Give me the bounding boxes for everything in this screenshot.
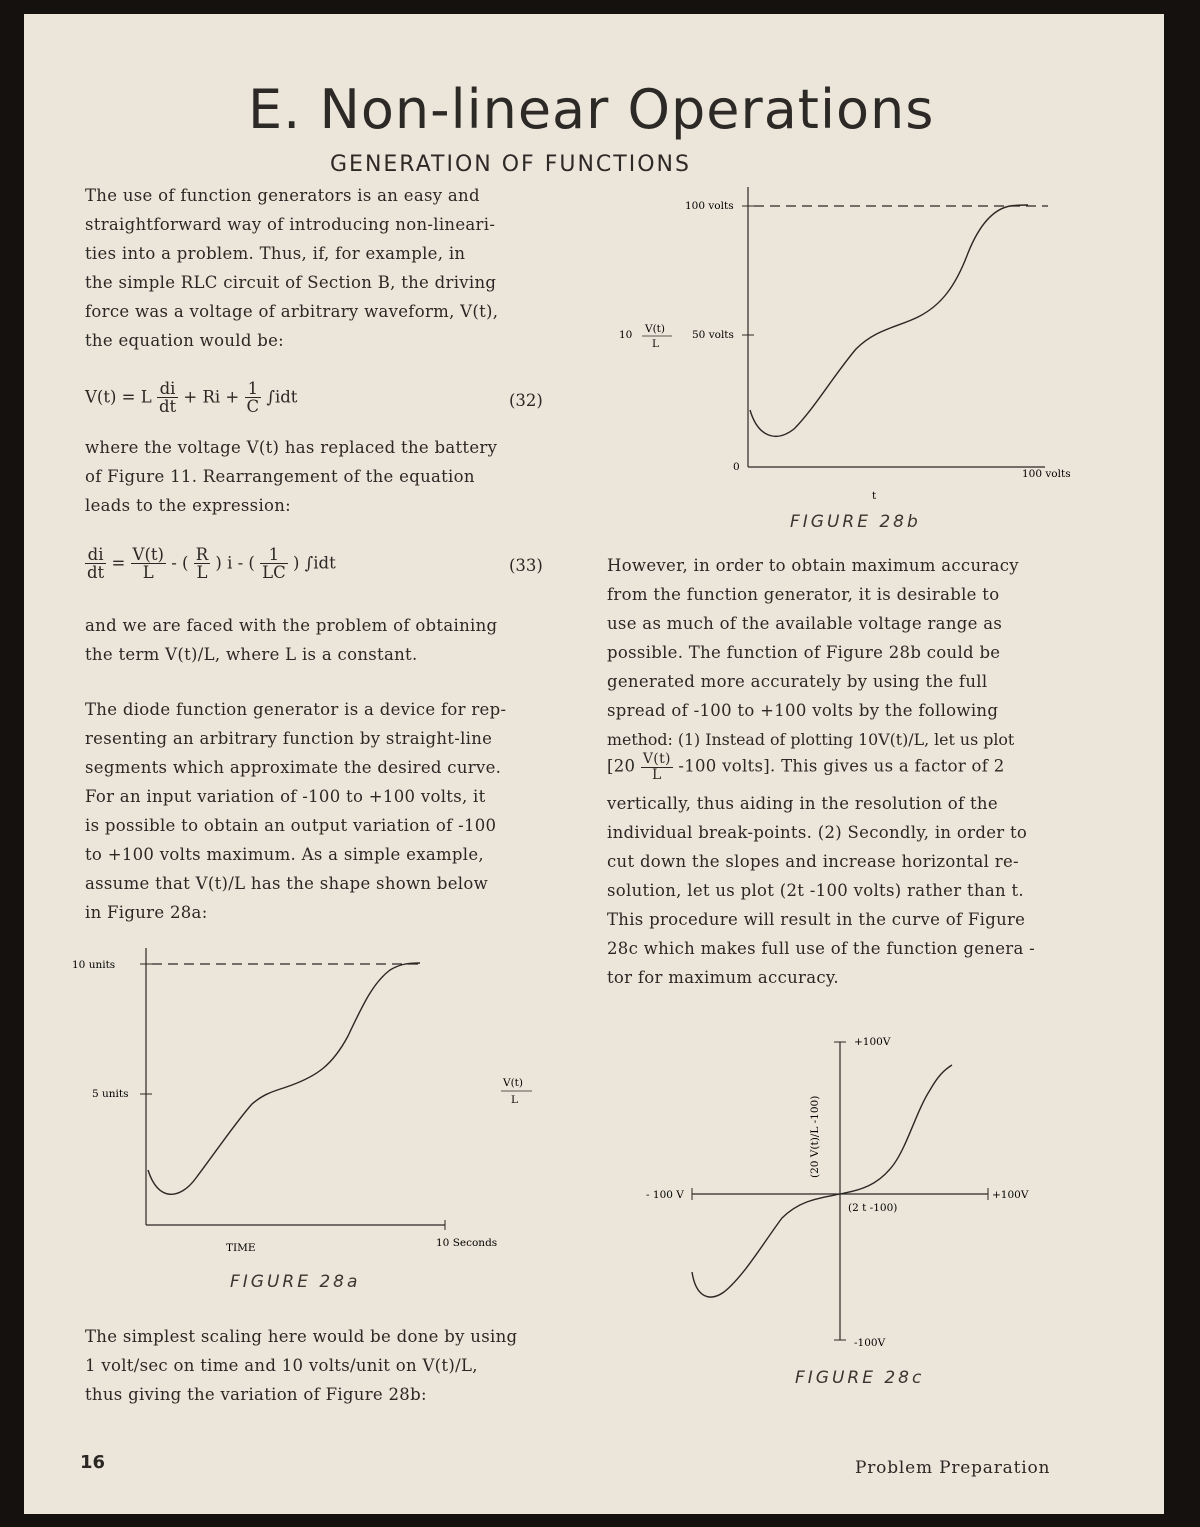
eq32-den1: dt xyxy=(158,397,177,417)
eq33-m2: ) i - ( xyxy=(215,553,255,573)
eq33-d3: L xyxy=(196,563,208,583)
fig28a-y-mid-label: 5 units xyxy=(92,1088,129,1100)
eq33-fraction-1lc xyxy=(260,546,288,582)
text-line: leads to the expression: xyxy=(85,496,292,515)
text-line: solution, let us plot (2t -100 volts) rather than t. xyxy=(607,881,1024,900)
equation-32 xyxy=(85,380,297,416)
text-line: 28c which makes full use of the function genera - xyxy=(607,939,1036,958)
inline-eq-num: V(t) xyxy=(642,751,671,767)
text-line: The simplest scaling here would be done by using xyxy=(85,1327,518,1346)
inline-equation-line xyxy=(607,752,1005,782)
eq33-equals: = xyxy=(111,553,126,573)
figure-28a xyxy=(70,940,540,1260)
text-line: tor for maximum accuracy. xyxy=(607,968,839,987)
text-line: ties into a problem. Thus, if, for example, in xyxy=(85,244,466,263)
fig28b-y-mid-label: 50 volts xyxy=(692,329,734,341)
fig28c-y-axis-label: (20 V(t)/L -100) xyxy=(809,1095,821,1178)
page-title: E. Non-linear Operations xyxy=(248,78,935,141)
text-line: from the function generator, it is desirable to xyxy=(607,585,1000,604)
eq33-n2: V(t) xyxy=(132,545,164,564)
eq32-num1: di xyxy=(157,380,178,398)
text-line: of Figure 11. Rearrangement of the equation xyxy=(85,467,475,486)
text-line: in Figure 28a: xyxy=(85,903,208,922)
eq33-d2: L xyxy=(142,563,154,583)
eq33-fraction-didt xyxy=(85,546,106,582)
eq33-n3: R xyxy=(195,545,209,564)
page-number: 16 xyxy=(80,1452,106,1473)
fig28b-x-label: t xyxy=(872,490,877,502)
fig28c-y-top-label: +100V xyxy=(854,1036,891,1048)
text-line: resenting an arbitrary function by straight-line xyxy=(85,729,493,748)
text-line: possible. The function of Figure 28b could be xyxy=(607,643,1001,662)
inline-eq-den: L xyxy=(652,766,662,783)
text-line: However, in order to obtain maximum accuracy xyxy=(607,556,1019,575)
eq32-num2: 1 xyxy=(245,380,262,398)
text-line: individual break-points. (2) Secondly, in order to xyxy=(607,823,1028,842)
text-line: use as much of the available voltage range as xyxy=(607,614,1003,633)
eq32-fraction-1c xyxy=(245,380,262,416)
fig28a-ylabel-denominator: L xyxy=(511,1094,518,1106)
eq32-mid: + Ri + xyxy=(183,387,240,407)
eq33-d1: dt xyxy=(87,563,105,583)
fig28b-ylabel-numerator: V(t) xyxy=(645,323,665,335)
text-line: The use of function generators is an easy and xyxy=(85,186,480,205)
eq33-fraction-vl xyxy=(131,546,166,582)
fig28c-x-right-label: +100V xyxy=(992,1189,1029,1201)
text-line: thus giving the variation of Figure 28b: xyxy=(85,1385,427,1404)
footer-title: Problem Preparation xyxy=(855,1458,1051,1478)
figure-28a-caption: FIGURE 28a xyxy=(230,1272,361,1292)
text-line: The diode function generator is a device for rep- xyxy=(85,700,507,719)
inline-eq-open: [20 xyxy=(607,756,636,776)
figure-28c-caption: FIGURE 28c xyxy=(795,1368,925,1388)
figure-28b xyxy=(600,185,1090,505)
fig28a-x-label: TIME xyxy=(226,1242,256,1254)
eq32-tail: ∫idt xyxy=(266,387,298,407)
eq33-fraction-rl xyxy=(194,546,210,582)
text-line: cut down the slopes and increase horizontal re- xyxy=(607,852,1019,871)
fig28b-y-top-label: 100 volts xyxy=(685,200,734,212)
eq32-fraction-didt xyxy=(157,380,178,416)
text-line: where the voltage V(t) has replaced the battery xyxy=(85,438,498,457)
eq33-m1: - ( xyxy=(171,553,189,573)
equation-32-number: (32) xyxy=(509,391,543,410)
text-line: spread of -100 to +100 volts by the following xyxy=(607,701,999,720)
text-line: method: (1) Instead of plotting 10V(t)/L, let us plot xyxy=(607,730,1015,749)
eq33-n4: 1 xyxy=(260,546,288,564)
fig28c-y-bot-label: -100V xyxy=(854,1337,886,1349)
fig28b-curve xyxy=(750,205,1028,436)
fig28b-x-end-label: 100 volts xyxy=(1022,468,1071,480)
eq33-n1: di xyxy=(85,546,106,564)
fig28a-y-top-label: 10 units xyxy=(72,959,116,971)
text-line: segments which approximate the desired curve. xyxy=(85,758,502,777)
section-subtitle: GENERATION OF FUNCTIONS xyxy=(330,152,691,177)
text-line: is possible to obtain an output variation of -100 xyxy=(85,816,497,835)
text-line: force was a voltage of arbitrary waveform, V(t), xyxy=(85,302,499,321)
eq33-d4: LC xyxy=(262,563,286,583)
text-line: to +100 volts maximum. As a simple example, xyxy=(85,845,484,864)
text-line: For an input variation of -100 to +100 volts, it xyxy=(85,787,486,806)
figure-28b-caption: FIGURE 28b xyxy=(790,512,921,532)
figure-28c xyxy=(640,1030,1060,1360)
text-line: assume that V(t)/L has the shape shown below xyxy=(85,874,489,893)
fig28b-y-zero-label: 0 xyxy=(733,461,740,473)
fig28a-curve xyxy=(148,963,420,1194)
text-line: the equation would be: xyxy=(85,331,285,350)
equation-33-number: (33) xyxy=(509,556,543,575)
equation-33 xyxy=(85,546,336,582)
fig28c-x-left-label: - 100 V xyxy=(646,1189,684,1201)
text-line: This procedure will result in the curve of Figure xyxy=(607,910,1026,929)
text-line: straightforward way of introducing non-lineari- xyxy=(85,215,496,234)
text-line: and we are faced with the problem of obtaining xyxy=(85,616,498,635)
eq33-tail: ) ∫idt xyxy=(292,553,336,573)
fig28a-ylabel-numerator: V(t) xyxy=(503,1077,523,1089)
inline-eq-rest: -100 volts]. This gives us a factor of 2 xyxy=(678,756,1005,776)
fig28a-x-end-label: 10 Seconds xyxy=(436,1237,498,1249)
text-line: the term V(t)/L, where L is a constant. xyxy=(85,645,418,664)
text-line: generated more accurately by using the full xyxy=(607,672,988,691)
fig28c-curve xyxy=(692,1065,952,1297)
text-line: 1 volt/sec on time and 10 volts/unit on V(t)/L, xyxy=(85,1356,478,1375)
eq32-lhs: V(t) = L xyxy=(85,387,152,407)
text-line: vertically, thus aiding in the resolution of the xyxy=(607,794,998,813)
fig28b-ylabel-coef: 10 xyxy=(619,329,633,341)
fig28c-x-label: (2 t -100) xyxy=(848,1202,898,1214)
fig28b-ylabel-denominator: L xyxy=(652,338,659,350)
eq32-den2: C xyxy=(246,397,260,417)
text-line: the simple RLC circuit of Section B, the driving xyxy=(85,273,497,292)
inline-eq-fraction xyxy=(641,752,673,782)
